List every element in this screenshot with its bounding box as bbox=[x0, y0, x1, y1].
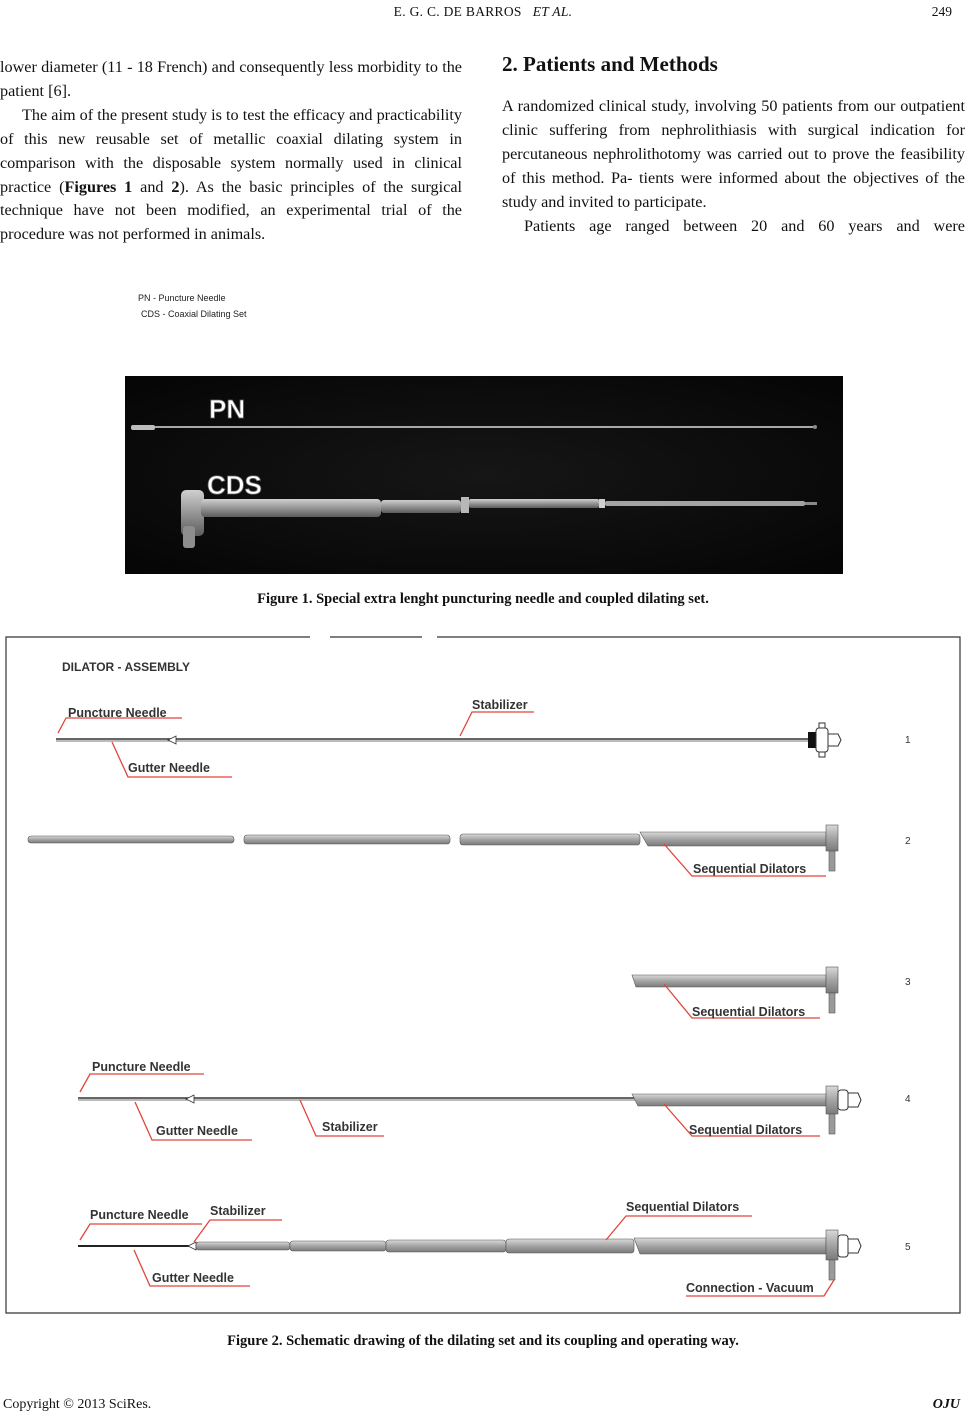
row-number-2: 2 bbox=[905, 836, 911, 847]
row-number-5: 5 bbox=[905, 1242, 911, 1253]
label-sequential-dilators-2: Sequential Dilators bbox=[693, 862, 807, 876]
page-number: 249 bbox=[931, 4, 952, 19]
row-number-4: 4 bbox=[905, 1094, 911, 1105]
journal-abbrev: OJU bbox=[932, 1397, 960, 1412]
label-stabilizer-5: Stabilizer bbox=[210, 1204, 266, 1218]
row-number-1: 1 bbox=[905, 735, 911, 746]
aim-text-b: ). As the basic principles of the surgical technique have not been modified, an experimental trial of the procedure was not performed in animals. bbox=[0, 177, 463, 244]
label-puncture-needle-1: Puncture Needle bbox=[68, 706, 167, 720]
row-number-3: 3 bbox=[905, 977, 911, 988]
figure1-photo bbox=[125, 376, 843, 574]
running-head-etal: ET AL. bbox=[532, 4, 573, 19]
label-sequential-dilators-5: Sequential Dilators bbox=[626, 1200, 740, 1214]
copyright: Copyright © 2013 SciRes. bbox=[3, 1397, 152, 1412]
aim-text-and: and bbox=[132, 177, 172, 196]
label-puncture-needle-4: Puncture Needle bbox=[92, 1060, 191, 1074]
paragraph-methods: A randomized clinical study, involving 50 patients from our outpatient clinic suffering from nephrolithiasis with surgical indication for percutaneous nephrolithotomy was carried out to prove the feasibility of this method. Pa- tients were informed about the objectives of the study and invited to participate. bbox=[502, 97, 965, 211]
figure-1-ref[interactable]: Figures 1 bbox=[64, 177, 133, 196]
label-sequential-dilators-3: Sequential Dilators bbox=[692, 1005, 806, 1019]
right-column bbox=[502, 95, 965, 238]
left-column bbox=[0, 56, 462, 247]
paragraph-patients-age: Patients age ranged between 20 and 60 years and were bbox=[524, 216, 965, 235]
label-gutter-needle-5: Gutter Needle bbox=[152, 1271, 234, 1285]
label-stabilizer-4: Stabilizer bbox=[322, 1120, 378, 1134]
running-header bbox=[0, 2, 966, 24]
label-stabilizer-1: Stabilizer bbox=[472, 698, 528, 712]
label-connection-vacuum: Connection - Vacuum bbox=[686, 1281, 814, 1295]
aim-text-a: The aim of the present study is to test the efficacy and practicability of this new reusable set of metallic coaxial dilating system in comparison with the disposable system normally used in clinical practice ( bbox=[0, 105, 462, 196]
label-gutter-needle-4: Gutter Needle bbox=[156, 1124, 238, 1138]
paragraph-aim bbox=[0, 104, 462, 247]
figure1-legend-pn: PN - Puncture Needle bbox=[138, 293, 226, 303]
paragraph-continuation: lower diameter (11 - 18 French) and consequently less morbidity to the patient [6]. bbox=[0, 58, 462, 100]
figure2-schematic bbox=[0, 630, 966, 1320]
label-sequential-dilators-4: Sequential Dilators bbox=[689, 1123, 803, 1137]
section-title: 2. Patients and Methods bbox=[502, 52, 718, 76]
running-head bbox=[322, 4, 644, 20]
figure1-caption: Figure 1. Special extra lenght puncturing needle and coupled dilating set. bbox=[257, 591, 709, 607]
label-puncture-needle-5: Puncture Needle bbox=[90, 1208, 189, 1222]
figure2-title: DILATOR - ASSEMBLY bbox=[62, 660, 191, 674]
label-gutter-needle-1: Gutter Needle bbox=[128, 761, 210, 775]
figure2-caption: Figure 2. Schematic drawing of the dilating set and its coupling and operating way. bbox=[227, 1333, 739, 1349]
figure1-legend-cds: CDS - Coaxial Dilating Set bbox=[141, 309, 247, 319]
running-head-authors: E. G. C. DE BARROS bbox=[393, 4, 522, 19]
figure1-label-pn: PN bbox=[209, 394, 246, 424]
figure1-label-cds: CDS bbox=[207, 470, 262, 500]
figure-2-ref[interactable]: 2 bbox=[171, 177, 180, 196]
